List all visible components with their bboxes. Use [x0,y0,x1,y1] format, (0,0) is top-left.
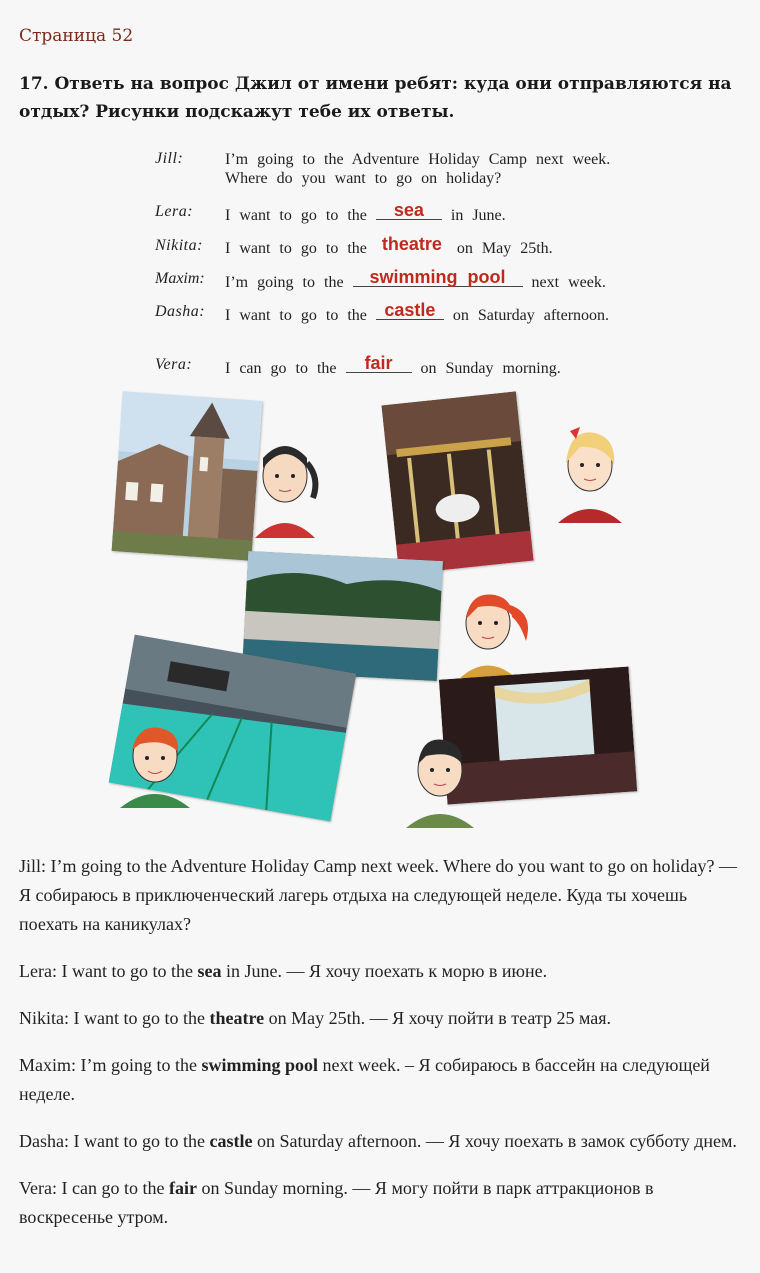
page-number: Страница 52 [19,26,134,46]
answer-paragraph [19,1174,741,1232]
line-text [225,200,655,225]
answer-paragraph [19,852,741,939]
speaker-name: Jill: [155,150,184,167]
boy-maxim-face [110,718,200,812]
answer-blank [353,267,523,287]
line-text: I’m going to the Adventure Holiday Camp next week. Where do you want to go on holiday? [225,151,611,187]
task-instruction: 17. Ответь на вопрос Джил от имени ребят: куда они отправляются на отдых? Рисунки подскажут тебе их ответы. [19,74,732,122]
answer-sea: sea [393,200,424,220]
speaker-name: Nikita: [155,237,203,254]
answer-blank [346,353,412,373]
answer-swimming-pool: swimming pool [369,267,506,287]
answer-post: on Sunday morning. — Я могу пойти в парк аттракционов в воскресенье утром. [19,1178,654,1227]
line-before: I want to go to the [225,240,367,257]
answer-castle: castle [384,300,436,320]
answer-post: on Saturday afternoon. — Я хочу поехать в замок субботу днем. [252,1131,737,1151]
speaker-name: Maxim: [155,270,205,287]
line-before: I can go to the [225,360,337,377]
castle-photo [112,391,263,560]
answer-blank [376,200,442,220]
answer-pre: Maxim: I’m going to the [19,1055,202,1075]
answer-post: in June. — Я хочу поехать к морю в июне. [221,961,548,981]
line-text [225,234,655,258]
answer-paragraph [19,1004,741,1033]
answer-fair: fair [364,353,393,373]
answer-keyword: theatre [209,1008,265,1028]
answer-keyword: swimming pool [201,1055,319,1075]
line-text [225,353,655,378]
answer-text [19,852,741,1250]
answer-blank [376,234,448,254]
line-after: on Saturday afternoon. [452,307,610,324]
speaker-name: Lera: [155,203,194,220]
boy-nikita-face [400,728,480,832]
answer-paragraph [19,957,741,986]
answer-post: next week. – Я собираюсь в бассейн на следующей неделе. [19,1055,710,1104]
line-before: I’m going to the [225,274,344,291]
girl-vera-face [550,423,630,527]
answer-pre: Lera: I want to go to the [19,961,198,981]
line-after: on May 25th. [456,240,553,257]
line-text [225,300,655,325]
answer-paragraph [19,1127,741,1156]
answer-pre: Vera: I can go to the [19,1178,169,1198]
answer-post: on May 25th. — Я хочу пойти в театр 25 мая. [264,1008,612,1028]
answer-keyword: sea [197,961,222,981]
answer-keyword: fair [168,1178,197,1198]
answer-blank [376,300,444,320]
speaker-name: Dasha: [155,303,206,320]
speaker-name: Vera: [155,356,193,373]
answer-paragraph [19,1051,741,1109]
carousel-photo [381,391,533,574]
answer-pre: Jill: I’m going to the Adventure Holiday Camp next week. Where do you want to go on holiday? — Я собираюсь в приключенческий лагерь отдыха на следующей неделе. Куда ты хочешь поехать на каникулах? [19,856,738,934]
answer-pre: Nikita: I want to go to the [19,1008,210,1028]
girl-lera-face [450,583,535,682]
line-after: on Sunday morning. [420,360,561,377]
line-before: I want to go to the [225,307,367,324]
girl-dasha-face [245,438,325,542]
line-before: I want to go to the [225,207,367,224]
line-after: next week. [531,274,606,291]
answer-keyword: castle [209,1131,253,1151]
answer-pre: Dasha: I want to go to the [19,1131,210,1151]
answer-theatre: theatre [381,234,442,254]
line-text [225,267,655,292]
textbook-illustration [105,388,645,828]
line-after: in June. [450,207,506,224]
